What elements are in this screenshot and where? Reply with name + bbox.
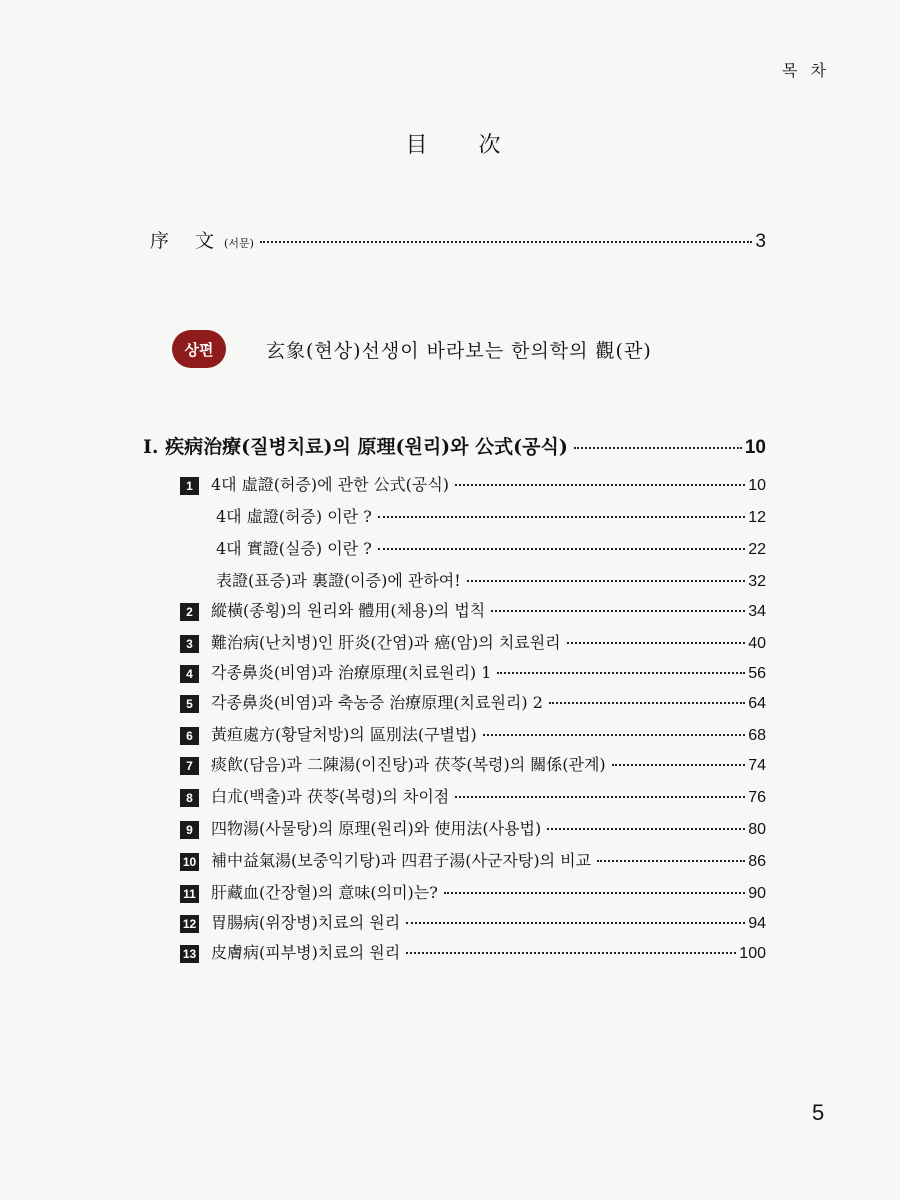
entry-page: 100 xyxy=(739,945,766,962)
entry-number-badge: 6 xyxy=(180,727,199,745)
leader-dots xyxy=(406,952,736,954)
toc-entry[interactable] xyxy=(216,536,766,559)
entry-label: 4대 虛證(허증) 이란 ? xyxy=(216,507,372,526)
leader-dots xyxy=(406,922,745,924)
preface-reading: (서문) xyxy=(224,237,254,250)
leader-dots xyxy=(597,860,745,862)
page-number: 5 xyxy=(812,1100,825,1125)
entry-page: 64 xyxy=(748,695,766,712)
entry-number-badge: 10 xyxy=(180,853,199,871)
entry-label: 四物湯(사물탕)의 原理(원리)와 使用法(사용법) xyxy=(211,819,542,838)
entry-page: 34 xyxy=(748,603,766,620)
entry-label: 각종鼻炎(비염)과 治療原理(치료원리) 1 xyxy=(211,663,492,682)
entry-page: 10 xyxy=(748,477,766,494)
leader-dots xyxy=(567,642,746,644)
leader-dots xyxy=(612,764,746,766)
part-badge: 상편 xyxy=(172,330,226,368)
entry-page: 32 xyxy=(748,573,766,590)
leader-dots xyxy=(497,672,745,674)
entry-label: 表證(표증)과 裏證(이증)에 관하여! xyxy=(216,571,461,590)
leader-dots xyxy=(378,548,745,550)
entry-label: 肝藏血(간장혈)의 意味(의미)는? xyxy=(211,883,438,902)
toc-entry[interactable] xyxy=(216,568,766,591)
entry-label: 胃腸病(위장병)치료의 원리 xyxy=(211,913,401,932)
part-heading xyxy=(172,330,652,368)
entry-page: 22 xyxy=(748,541,766,558)
entry-page: 76 xyxy=(748,789,766,806)
preface-label: 序 文 xyxy=(150,230,225,252)
entry-number-badge: 11 xyxy=(180,885,199,903)
chapter-label: Ⅰ. 疾病治療(질병치료)의 原理(원리)와 公式(공식) xyxy=(143,436,568,458)
toc-entry[interactable] xyxy=(180,816,766,839)
toc-preface[interactable] xyxy=(150,226,766,253)
entry-label: 補中益氣湯(보중익기탕)과 四君子湯(사군자탕)의 비교 xyxy=(211,851,592,870)
entry-page: 86 xyxy=(748,853,766,870)
entry-page: 80 xyxy=(748,821,766,838)
entry-page: 12 xyxy=(748,509,766,526)
entry-page: 56 xyxy=(748,665,766,682)
toc-entry[interactable] xyxy=(180,690,766,713)
leader-dots xyxy=(547,828,745,830)
toc-entry[interactable] xyxy=(180,630,766,653)
toc-entry[interactable] xyxy=(216,504,766,527)
leader-dots xyxy=(444,892,745,894)
preface-page: 3 xyxy=(755,231,766,252)
leader-dots xyxy=(549,702,745,704)
leader-dots xyxy=(260,241,753,243)
leader-dots xyxy=(455,484,745,486)
entry-number-badge: 9 xyxy=(180,821,199,839)
entry-page: 40 xyxy=(748,635,766,652)
entry-label: 難治病(난치병)인 肝炎(간염)과 癌(암)의 치료원리 xyxy=(211,633,561,652)
entry-page: 68 xyxy=(748,727,766,744)
chapter-page: 10 xyxy=(744,437,766,458)
leader-dots xyxy=(574,447,742,449)
leader-dots xyxy=(378,516,745,518)
entry-number-badge: 13 xyxy=(180,945,199,963)
page-title: 目 次 xyxy=(405,133,523,158)
entry-number-badge: 4 xyxy=(180,665,199,683)
leader-dots xyxy=(455,796,745,798)
toc-entry[interactable] xyxy=(180,910,766,933)
toc-entry[interactable] xyxy=(180,784,766,807)
leader-dots xyxy=(467,580,746,582)
entry-label: 痰飮(담음)과 二陳湯(이진탕)과 茯苓(복령)의 關係(관계) xyxy=(211,755,606,774)
toc-entry[interactable] xyxy=(180,752,766,775)
toc-entry[interactable] xyxy=(180,940,766,963)
entry-label: 4대 虛證(허증)에 관한 公式(공식) xyxy=(211,475,450,494)
entry-number-badge: 7 xyxy=(180,757,199,775)
entry-number-badge: 2 xyxy=(180,603,199,621)
entry-page: 90 xyxy=(748,885,766,902)
entry-page: 94 xyxy=(748,915,766,932)
entry-label: 4대 實證(실증) 이란 ? xyxy=(216,539,372,558)
toc-entry[interactable] xyxy=(180,722,766,745)
leader-dots xyxy=(491,610,745,612)
entry-label: 皮膚病(피부병)치료의 원리 xyxy=(211,943,401,962)
entry-number-badge: 3 xyxy=(180,635,199,653)
leader-dots xyxy=(483,734,746,736)
entry-number-badge: 8 xyxy=(180,789,199,807)
entry-label: 각종鼻炎(비염)과 축농증 治療原理(치료원리) 2 xyxy=(211,693,543,712)
entry-label: 縱橫(종횡)의 원리와 體用(체용)의 법칙 xyxy=(211,601,486,620)
toc-chapter[interactable] xyxy=(143,432,766,459)
toc-entry[interactable] xyxy=(180,660,766,683)
toc-entry[interactable] xyxy=(180,880,766,903)
entry-page: 74 xyxy=(748,757,766,774)
entry-label: 黃疸處方(황달처방)의 區別法(구별법) xyxy=(211,725,477,744)
section-header-label: 목 차 xyxy=(782,61,830,80)
entry-label: 白朮(백출)과 茯苓(복령)의 차이점 xyxy=(211,787,450,806)
entry-number-badge: 12 xyxy=(180,915,199,933)
toc-entry[interactable] xyxy=(180,472,766,495)
toc-entry[interactable] xyxy=(180,598,766,621)
toc-entry[interactable] xyxy=(180,848,766,871)
entry-number-badge: 1 xyxy=(180,477,199,495)
entry-number-badge: 5 xyxy=(180,695,199,713)
part-title: 玄象(현상)선생이 바라보는 한의학의 觀(관) xyxy=(266,339,652,362)
